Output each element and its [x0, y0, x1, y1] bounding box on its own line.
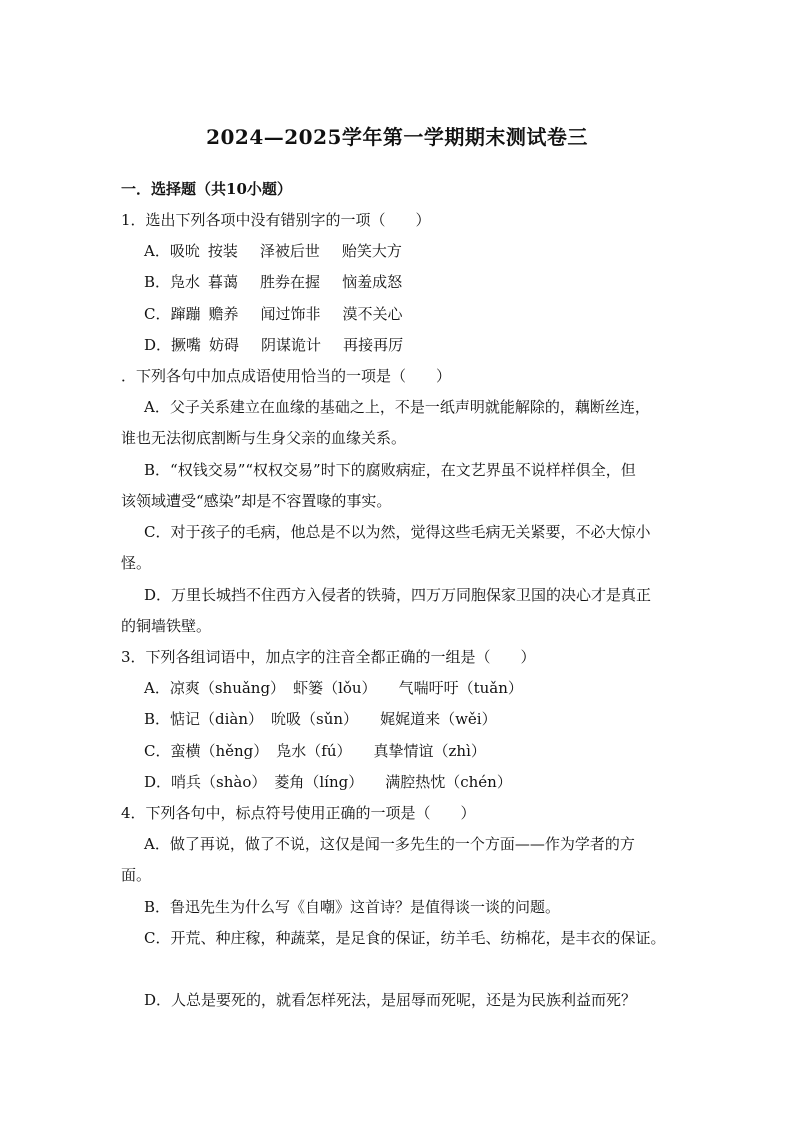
question-2-option-c-line2: 怪。 [121, 554, 152, 572]
question-2-stem: ．下列各句中加点成语使用恰当的一项是（ ） [121, 367, 452, 385]
question-2-option-c-line1: C．对于孩子的毛病，他总是不以为然，觉得这些毛病无关紧要，不必大惊小 [144, 523, 651, 541]
question-4-option-c: C．开荒、种庄稼，种蔬菜，是足食的保证，纺羊毛、纺棉花，是丰衣的保证。 [144, 929, 666, 947]
question-2-option-a-line2: 谁也无法彻底割断与生身父亲的血缘关系。 [121, 429, 407, 447]
question-4-stem: 4．下列各句中，标点符号使用正确的一项是（ ） [121, 804, 476, 822]
question-3-option-d: D．哨兵（shào） 菱角（líng） 满腔热忱（chén） [144, 773, 512, 791]
question-4-option-b: B．鲁迅先生为什么写《自嘲》这首诗？是值得谈一谈的问题。 [144, 898, 561, 916]
question-3-stem: 3．下列各组词语中，加点字的注音全都正确的一组是（ ） [121, 648, 536, 666]
section-heading: 一．选择题（共10小题） [121, 180, 292, 198]
question-2-option-b-line1: B．“权钱交易”“权权交易”时下的腐败病症，在文艺界虽不说样样俱全，但 [144, 461, 636, 479]
question-1-option-b: B．凫水 暮蔼 胜券在握 恼羞成怒 [144, 273, 403, 291]
question-1-option-a: A．吸吮 按装 泽被后世 贻笑大方 [144, 242, 402, 260]
question-2-option-d-line1: D．万里长城挡不住西方入侵者的铁骑，四万万同胞保家卫国的决心才是真正 [144, 586, 652, 604]
question-3-option-b: B．惦记（diàn） 吮吸（sǔn） 娓娓道来（wěi） [144, 710, 497, 728]
question-4-option-d: D．人总是要死的，就看怎样死法，是屈辱而死呢，还是为民族利益而死？ [144, 991, 637, 1009]
question-2-option-a-line1: A．父子关系建立在血缘的基础之上，不是一纸声明就能解除的，藕断丝连， [144, 398, 650, 416]
question-3-option-c: C．蛮横（hěng） 凫水（fú） 真挚情谊（zhì） [144, 742, 486, 760]
page-title: 2024—2025学年第一学期期末测试卷三 [206, 125, 588, 149]
question-2-option-d-line2: 的铜墙铁壁。 [121, 617, 212, 635]
question-1-stem: 1．选出下列各项中没有错别字的一项（ ） [121, 211, 431, 229]
question-1-option-d: D．撅嘴 妨碍 阴谋诡计 再接再厉 [144, 336, 404, 354]
question-4-option-a-line2: 面。 [121, 866, 152, 884]
question-3-option-a: A．凉爽（shuǎng） 虾篓（lǒu） 气喘吁吁（tuǎn） [144, 679, 523, 697]
question-2-option-b-line2: 该领域遭受“感染”却是不容置喙的事实。 [121, 492, 392, 510]
question-4-option-a-line1: A．做了再说，做了不说，这仅是闻一多先生的一个方面——作为学者的方 [144, 835, 635, 853]
question-1-option-c: C．蹿蹦 赡养 闻过饰非 漠不关心 [144, 305, 403, 323]
